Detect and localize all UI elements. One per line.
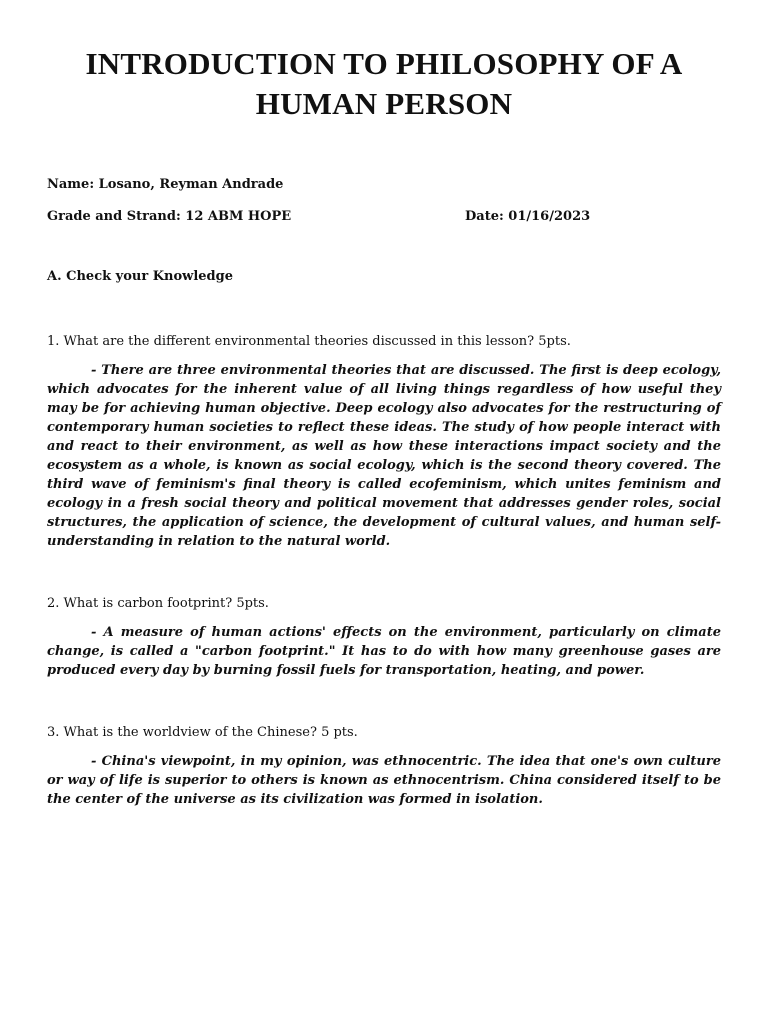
question-3: 3. What is the worldview of the Chinese? 5 pts. — [47, 725, 358, 740]
question-2: 2. What is carbon footprint? 5pts. — [47, 596, 269, 611]
answer-3: - China's viewpoint, in my opinion, was ethnocentric. The idea that one's own culture or way of life is superior to others is known as ethnocentrism. China considered itself to be the center of the universe as its civilization was formed in isolation. — [47, 754, 721, 807]
answer-2: - A measure of human actions' effects on the environment, particularly on climate change, is called a "carbon footprint." It has to do with how many greenhouse gases are produced every day by burning fossil fuels for transportation, heating, and power. — [47, 625, 721, 678]
section-heading: A. Check your Knowledge — [47, 269, 233, 284]
date-field: Date: 01/16/2023 — [465, 209, 591, 224]
student-name: Name: Losano, Reyman Andrade — [47, 177, 284, 192]
answer-1: - There are three environmental theories that are discussed. The first is deep ecology, which advocates for the inherent value of all living things regardless of how useful they may be for achieving human objective. Deep ecology also advocates for the restructuring of contemporary human societies to reflect these ideas. The study of how people interact with and react to their environment, as well as how these interactions impact society and the ecosystem as a whole, is known as social ecology, which is the second theory covered. The third wave of feminism's final theory is called ecofeminism, which unites feminism and ecology in a fresh social theory and political movement that addresses gender roles, social structures, the application of science, the development of cultural values, and human self-understanding in relation to the natural world. — [47, 363, 721, 549]
grade-date-row — [47, 208, 721, 226]
question-1: 1. What are the different environmental theories discussed in this lesson? 5pts. — [47, 334, 571, 349]
grade-strand: Grade and Strand: 12 ABM HOPE — [47, 209, 292, 224]
document-title: INTRODUCTION TO PHILOSOPHY OF A HUMAN PERSON — [85, 46, 683, 121]
